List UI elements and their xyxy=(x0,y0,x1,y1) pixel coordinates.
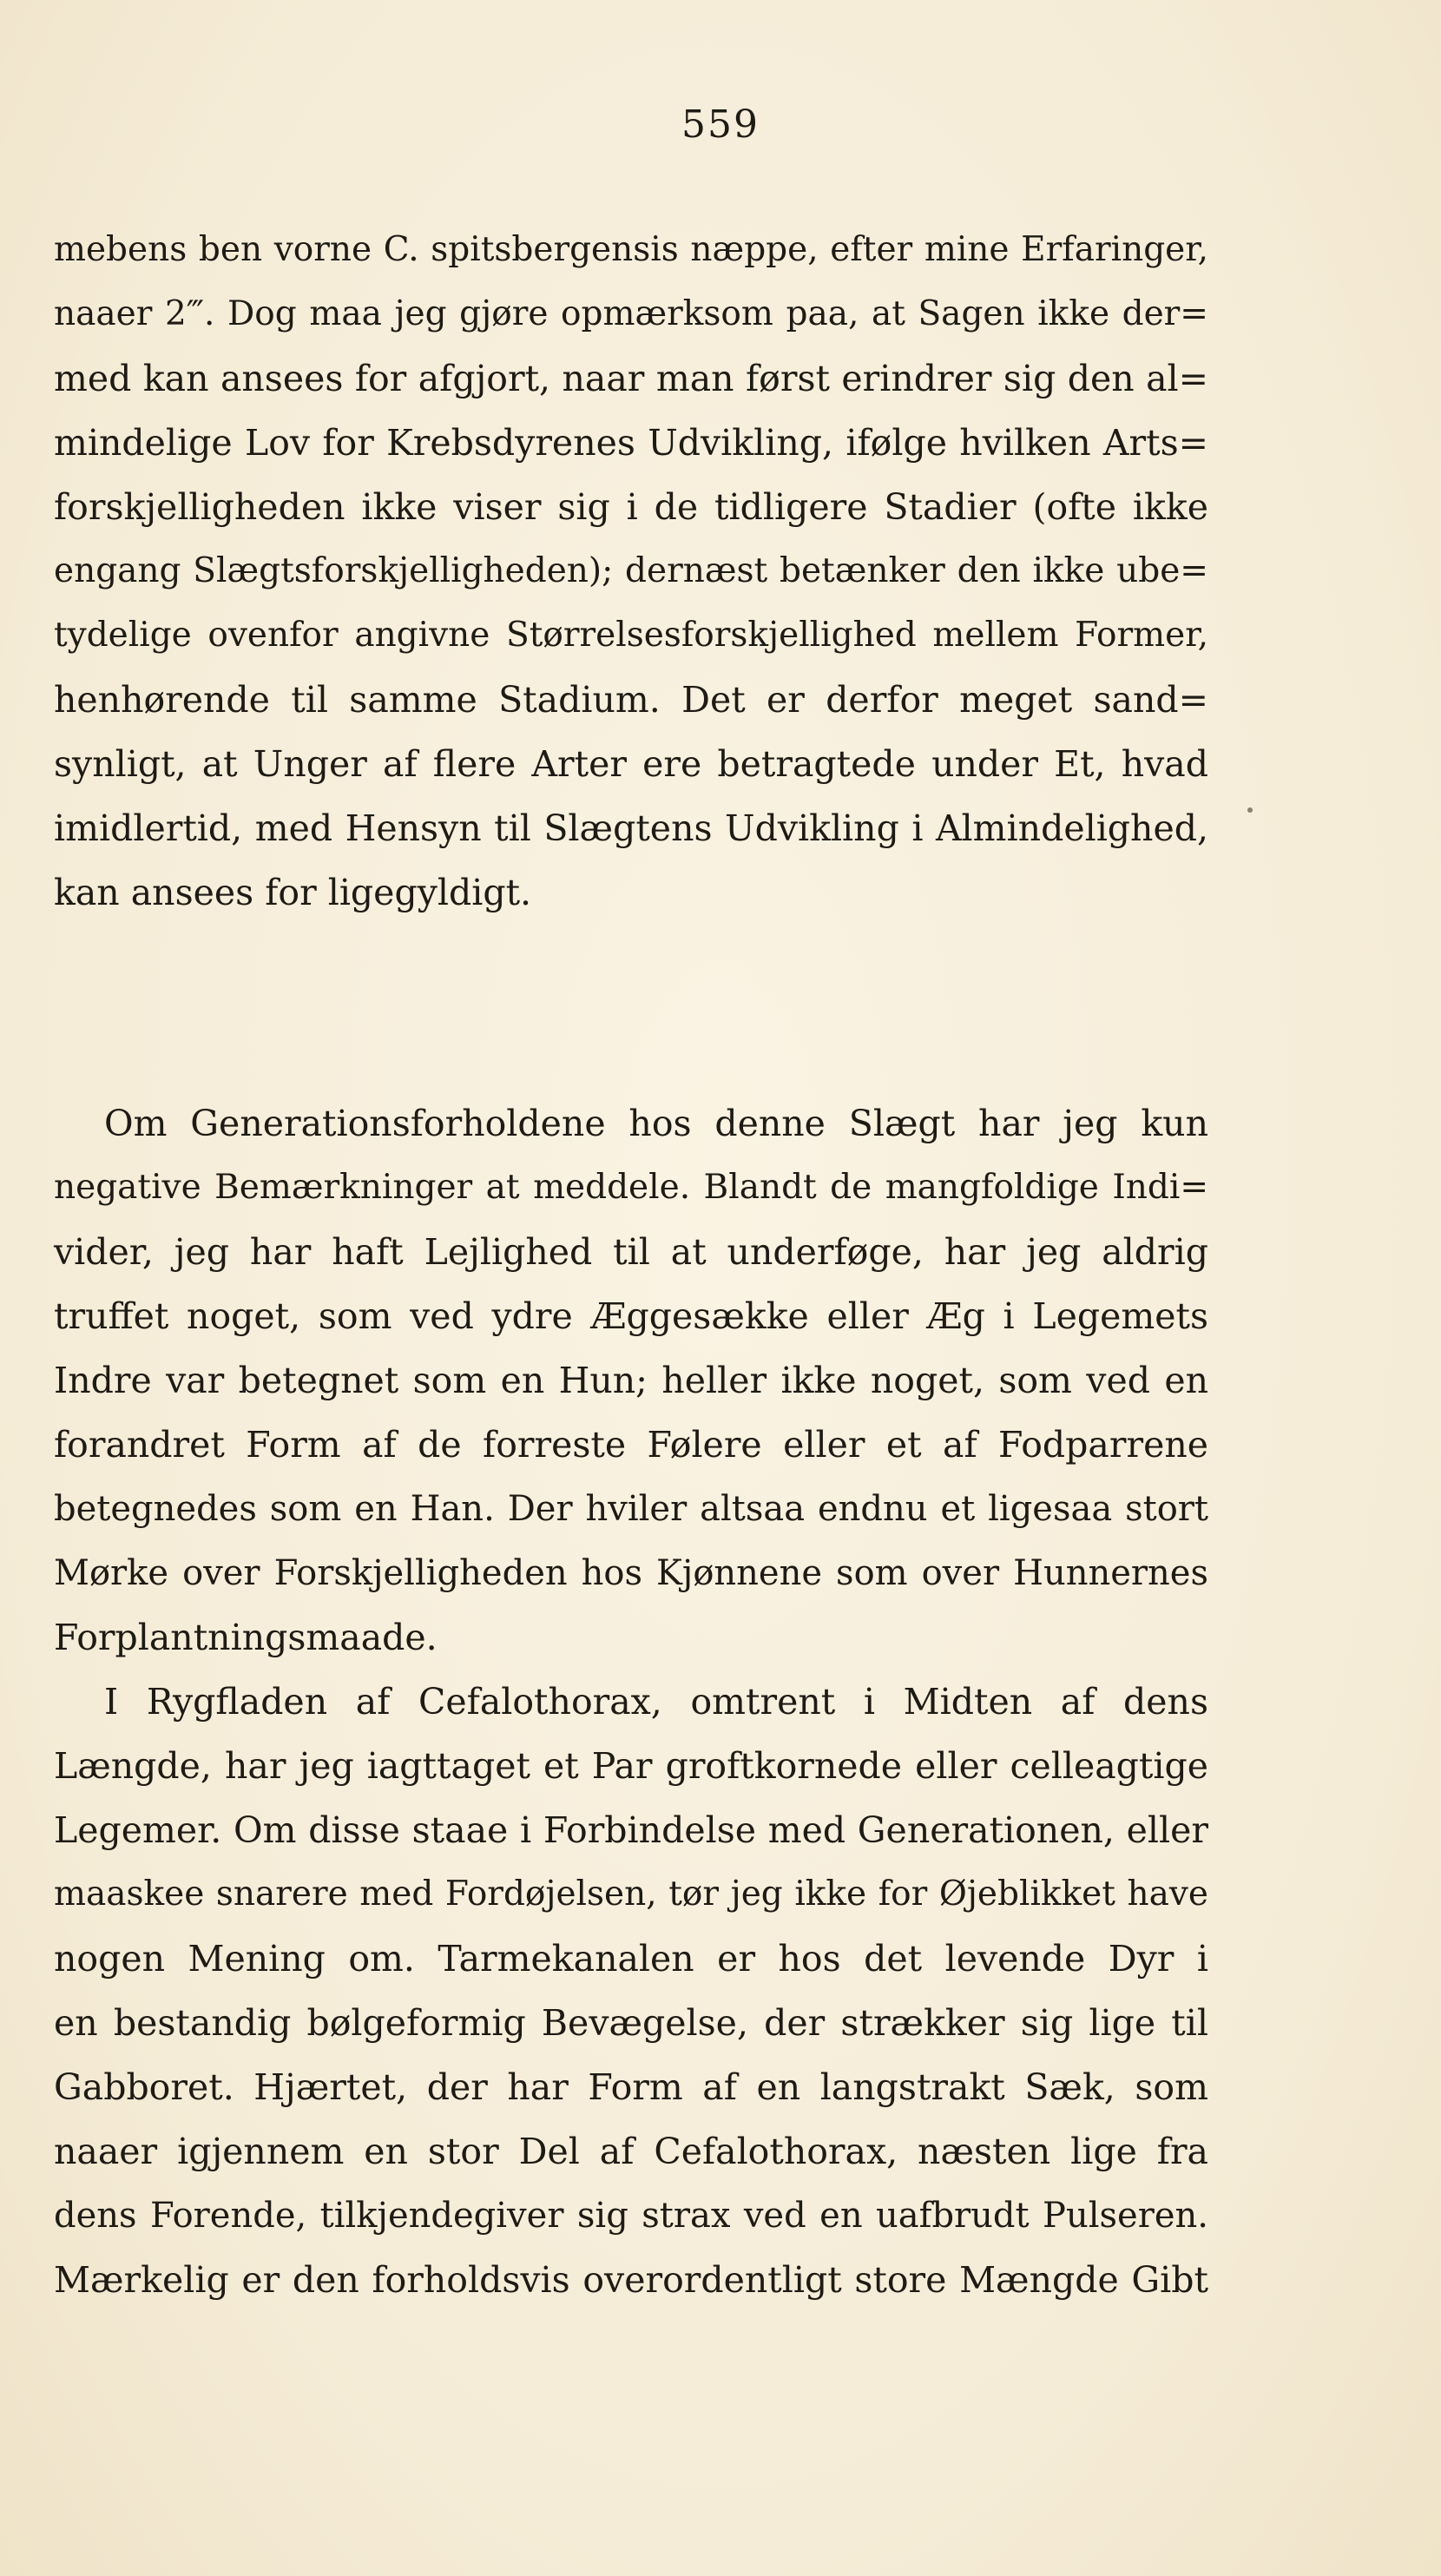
text-line: naaer igjennem en stor Del af Cefalothorax, næsten lige fra xyxy=(54,2131,1208,2172)
text-line: en bestandig bølgeformig Bevægelse, der strækker sig lige til xyxy=(54,2002,1208,2044)
text-line: imidlertid, med Hensyn til Slægtens Udvikling i Almindelighed, xyxy=(54,807,1208,849)
text-line: betegnedes som en Han. Der hviler altsaa endnu et ligesaa stort xyxy=(54,1489,1208,1529)
text-line: Mærkelig er den forholdsvis overordentligt store Mængde Gibt xyxy=(54,2259,1208,2301)
text-line: Mørke over Forskjelligheden hos Kjønnene som over Hunnernes xyxy=(54,1553,1208,1593)
text-line: I Rygfladen af Cefalothorax, omtrent i Midten af dens xyxy=(104,1681,1208,1723)
text-line: naaer 2‴. Dog maa jeg gjøre opmærksom paa, at Sagen ikke der= xyxy=(54,294,1208,333)
text-line: kan ansees for ligegyldigt. xyxy=(54,872,532,913)
page-number: 559 xyxy=(681,102,760,147)
text-line: tydelige ovenfor angivne Størrelsesforskjellighed mellem Former, xyxy=(54,616,1208,655)
text-line: henhørende til samme Stadium. Det er derfor meget sand= xyxy=(54,679,1208,721)
text-line: Om Generationsforholdene hos denne Slægt har jeg kun xyxy=(104,1103,1208,1144)
text-line: engang Slægtsforskjelligheden); dernæst betænker den ikke ube= xyxy=(54,551,1208,590)
text-line: maaskee snarere med Fordøjelsen, tør jeg ikke for Øjeblikket have xyxy=(54,1874,1208,1914)
text-line: forskjelligheden ikke viser sig i de tidligere Stadier (ofte ikke xyxy=(54,486,1208,528)
text-line: Legemer. Om disse staae i Forbindelse med Generationen, eller xyxy=(54,1809,1208,1851)
text-line: mindelige Lov for Krebsdyrenes Udvikling, ifølge hvilken Arts= xyxy=(54,422,1208,464)
text-line: med kan ansees for afgjort, naar man først erindrer sig den al= xyxy=(54,358,1208,399)
text-line: dens Forende, tilkjendegiver sig strax ved en uafbrudt Pulseren. xyxy=(54,2196,1208,2236)
text-line: mebens ben vorne C. spitsbergensis næppe, efter mine Erfaringer, xyxy=(54,230,1208,269)
text-line: truffet noget, som ved ydre Æggesække eller Æg i Legemets xyxy=(54,1295,1208,1337)
text-line: vider, jeg har haft Lejlighed til at underføge, har jeg aldrig xyxy=(54,1231,1208,1273)
text-line: Indre var betegnet som en Hun; heller ikke noget, som ved en xyxy=(54,1360,1208,1401)
margin-speck xyxy=(1247,807,1253,813)
text-line: nogen Mening om. Tarmekanalen er hos det levende Dyr i xyxy=(54,1938,1208,1980)
text-line: synligt, at Unger af flere Arter ere betragtede under Et, hvad xyxy=(54,743,1208,785)
text-line: forandret Form af de forreste Følere eller et af Fodparrene xyxy=(54,1424,1208,1466)
text-line: Forplantningsmaade. xyxy=(54,1617,438,1658)
text-line: Længde, har jeg iagttaget et Par groftkornede eller celleagtige xyxy=(54,1745,1208,1787)
text-line: Gabboret. Hjærtet, der har Form af en langstrakt Sæk, som xyxy=(54,2066,1208,2108)
text-line: negative Bemærkninger at meddele. Blandt de mangfoldige Indi= xyxy=(54,1168,1208,1207)
